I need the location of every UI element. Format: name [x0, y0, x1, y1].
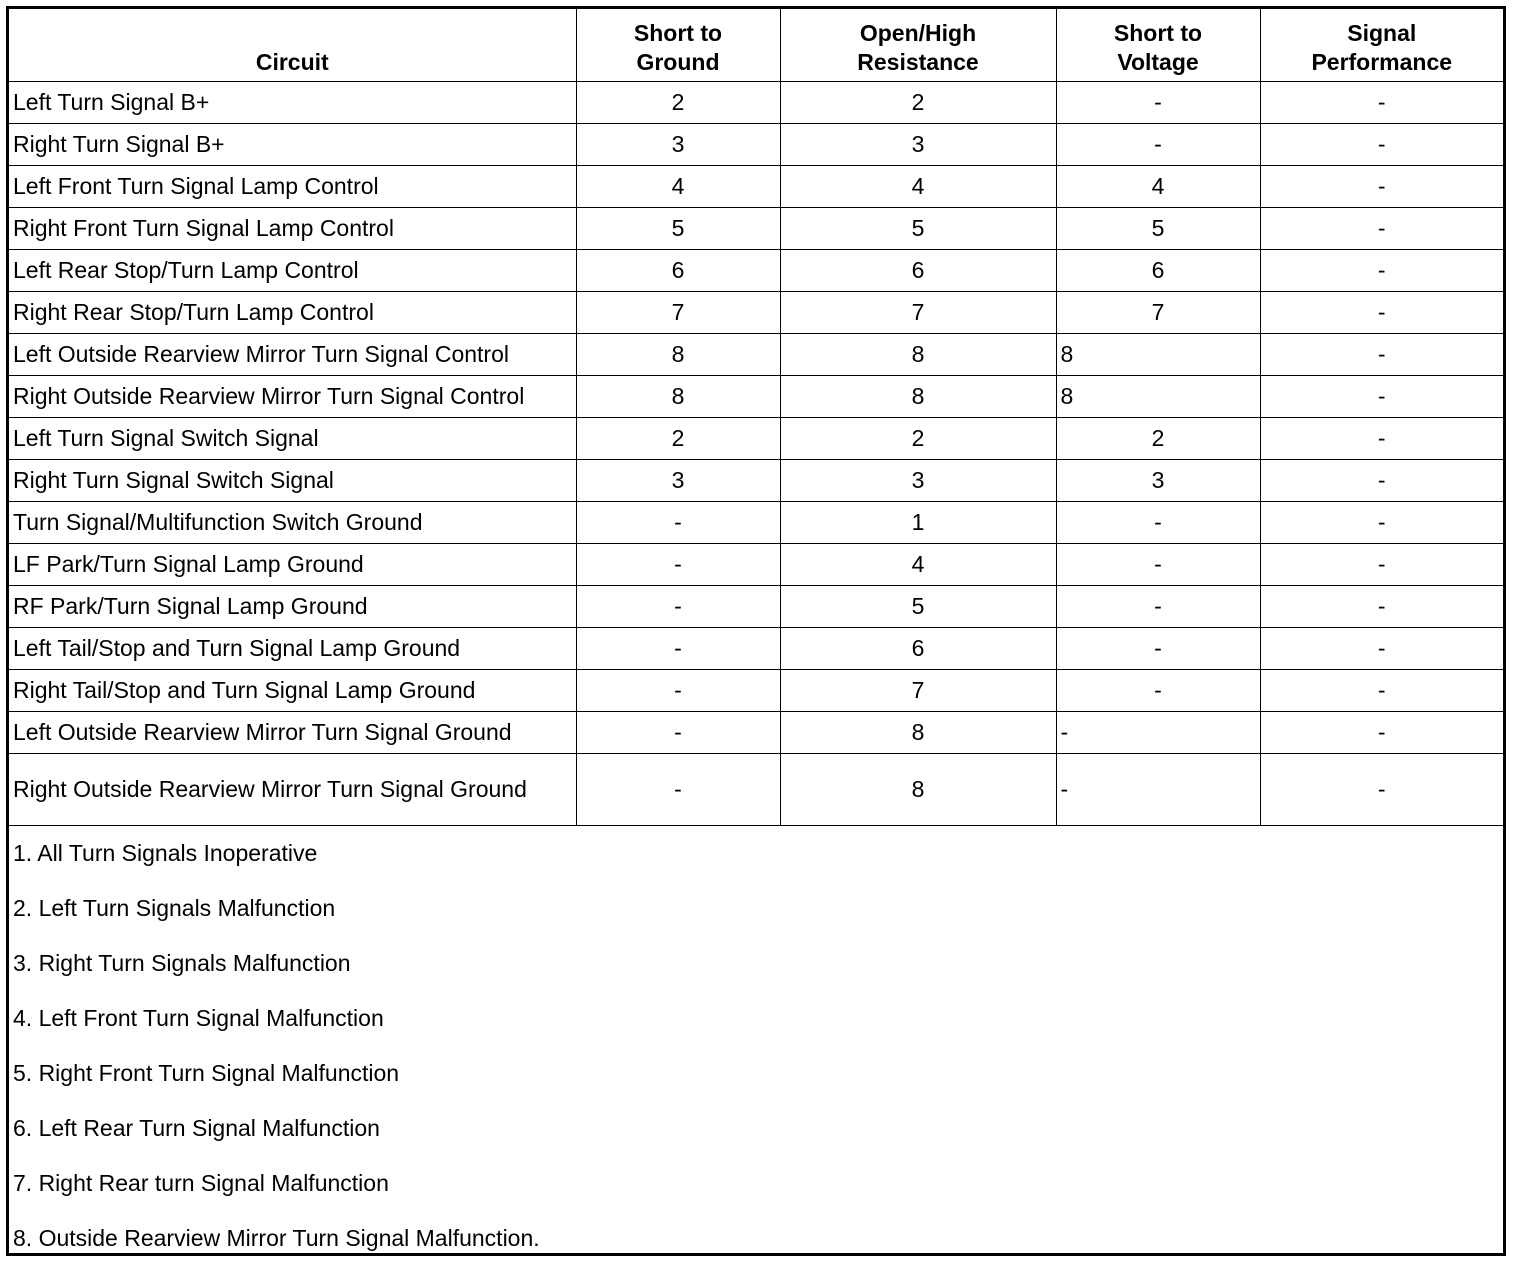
circuit-cell: Right Outside Rearview Mirror Turn Signal Ground — [9, 754, 576, 826]
circuit-cell: Right Tail/Stop and Turn Signal Lamp Ground — [9, 670, 576, 712]
short-to-voltage-cell: 3 — [1056, 460, 1260, 502]
short-to-ground-cell: - — [576, 586, 780, 628]
open-high-resistance-cell: 2 — [780, 82, 1056, 124]
short-to-ground-cell: - — [576, 502, 780, 544]
footnote-item: 2. Left Turn Signals Malfunction — [13, 895, 336, 921]
short-to-ground-cell: 2 — [576, 82, 780, 124]
open-high-resistance-cell: 2 — [780, 418, 1056, 460]
header-signal-performance — [1260, 9, 1503, 82]
short-to-ground-cell: - — [576, 628, 780, 670]
circuit-cell: Right Outside Rearview Mirror Turn Signal Control — [9, 376, 576, 418]
short-to-ground-cell: 8 — [576, 334, 780, 376]
short-to-voltage-cell: 2 — [1056, 418, 1260, 460]
symptom-table — [9, 9, 1503, 826]
signal-performance-cell: - — [1260, 250, 1503, 292]
signal-performance-cell: - — [1260, 628, 1503, 670]
table-row — [9, 376, 1503, 418]
header-short-to-voltage — [1056, 9, 1260, 82]
short-to-voltage-cell: - — [1056, 628, 1260, 670]
footnote-item: 6. Left Rear Turn Signal Malfunction — [13, 1115, 380, 1141]
signal-performance-cell: - — [1260, 460, 1503, 502]
table-row — [9, 166, 1503, 208]
short-to-ground-cell: 3 — [576, 124, 780, 166]
short-to-voltage-cell: 5 — [1056, 208, 1260, 250]
open-high-resistance-cell: 5 — [780, 586, 1056, 628]
open-high-resistance-cell: 5 — [780, 208, 1056, 250]
open-high-resistance-cell: 3 — [780, 124, 1056, 166]
header-label: Short to Ground — [633, 20, 723, 75]
signal-performance-cell: - — [1260, 292, 1503, 334]
signal-performance-cell: - — [1260, 334, 1503, 376]
table-row — [9, 628, 1503, 670]
open-high-resistance-cell: 4 — [780, 166, 1056, 208]
table-row — [9, 754, 1503, 826]
circuit-cell: Left Rear Stop/Turn Lamp Control — [9, 250, 576, 292]
circuit-cell: Right Turn Signal Switch Signal — [9, 460, 576, 502]
open-high-resistance-cell: 7 — [780, 292, 1056, 334]
diagnostic-table-frame — [6, 6, 1506, 1256]
circuit-cell: LF Park/Turn Signal Lamp Ground — [9, 544, 576, 586]
table-row — [9, 460, 1503, 502]
short-to-voltage-cell: - — [1056, 586, 1260, 628]
table-row — [9, 712, 1503, 754]
footnote-item: 3. Right Turn Signals Malfunction — [13, 950, 351, 976]
header-short-to-ground — [576, 9, 780, 82]
short-to-voltage-cell: - — [1056, 502, 1260, 544]
circuit-cell: Right Rear Stop/Turn Lamp Control — [9, 292, 576, 334]
short-to-ground-cell: 4 — [576, 166, 780, 208]
open-high-resistance-cell: 7 — [780, 670, 1056, 712]
footnote-item: 7. Right Rear turn Signal Malfunction — [13, 1170, 389, 1196]
short-to-voltage-cell: - — [1056, 124, 1260, 166]
open-high-resistance-cell: 3 — [780, 460, 1056, 502]
open-high-resistance-cell: 1 — [780, 502, 1056, 544]
signal-performance-cell: - — [1260, 586, 1503, 628]
signal-performance-cell: - — [1260, 418, 1503, 460]
signal-performance-cell: - — [1260, 166, 1503, 208]
circuit-cell: Right Front Turn Signal Lamp Control — [9, 208, 576, 250]
circuit-cell: Left Outside Rearview Mirror Turn Signal Control — [9, 334, 576, 376]
circuit-cell: Left Front Turn Signal Lamp Control — [9, 166, 576, 208]
signal-performance-cell: - — [1260, 376, 1503, 418]
table-row — [9, 334, 1503, 376]
open-high-resistance-cell: 6 — [780, 250, 1056, 292]
table-row — [9, 544, 1503, 586]
header-circuit — [9, 9, 576, 82]
header-open-high-resistance — [780, 9, 1056, 82]
short-to-ground-cell: - — [576, 670, 780, 712]
table-row — [9, 124, 1503, 166]
short-to-ground-cell: - — [576, 544, 780, 586]
short-to-ground-cell: 8 — [576, 376, 780, 418]
footnote-item: 4. Left Front Turn Signal Malfunction — [13, 1005, 384, 1031]
short-to-ground-cell: 3 — [576, 460, 780, 502]
signal-performance-cell: - — [1260, 208, 1503, 250]
short-to-voltage-cell: 7 — [1056, 292, 1260, 334]
signal-performance-cell: - — [1260, 670, 1503, 712]
short-to-ground-cell: 7 — [576, 292, 780, 334]
table-row — [9, 292, 1503, 334]
short-to-voltage-cell: - — [1056, 712, 1260, 754]
signal-performance-cell: - — [1260, 712, 1503, 754]
table-row — [9, 586, 1503, 628]
open-high-resistance-cell: 8 — [780, 754, 1056, 826]
short-to-ground-cell: - — [576, 712, 780, 754]
short-to-voltage-cell: - — [1056, 544, 1260, 586]
footnote-item: 1. All Turn Signals Inoperative — [13, 840, 318, 866]
signal-performance-cell: - — [1260, 502, 1503, 544]
header-label: Signal Performance — [1311, 20, 1453, 75]
signal-performance-cell: - — [1260, 82, 1503, 124]
open-high-resistance-cell: 8 — [780, 334, 1056, 376]
circuit-cell: Left Tail/Stop and Turn Signal Lamp Ground — [9, 628, 576, 670]
signal-performance-cell: - — [1260, 544, 1503, 586]
table-row — [9, 82, 1503, 124]
signal-performance-cell: - — [1260, 754, 1503, 826]
open-high-resistance-cell: 6 — [780, 628, 1056, 670]
table-row — [9, 670, 1503, 712]
short-to-ground-cell: 2 — [576, 418, 780, 460]
circuit-cell: Right Turn Signal B+ — [9, 124, 576, 166]
circuit-cell: Turn Signal/Multifunction Switch Ground — [9, 502, 576, 544]
short-to-voltage-cell: - — [1056, 670, 1260, 712]
open-high-resistance-cell: 8 — [780, 712, 1056, 754]
short-to-voltage-cell: - — [1056, 754, 1260, 826]
circuit-cell: RF Park/Turn Signal Lamp Ground — [9, 586, 576, 628]
header-row — [9, 9, 1503, 82]
open-high-resistance-cell: 4 — [780, 544, 1056, 586]
footnote-item: 8. Outside Rearview Mirror Turn Signal Malfunction. — [13, 1225, 540, 1251]
table-row — [9, 502, 1503, 544]
header-label: Open/High Resistance — [857, 20, 979, 75]
header-label: Short to Voltage — [1113, 20, 1203, 75]
short-to-ground-cell: - — [576, 754, 780, 826]
short-to-voltage-cell: 8 — [1056, 376, 1260, 418]
short-to-ground-cell: 5 — [576, 208, 780, 250]
signal-performance-cell: - — [1260, 124, 1503, 166]
short-to-voltage-cell: 4 — [1056, 166, 1260, 208]
table-row — [9, 208, 1503, 250]
circuit-cell: Left Turn Signal B+ — [9, 82, 576, 124]
header-label: Circuit — [255, 49, 329, 75]
short-to-voltage-cell: - — [1056, 82, 1260, 124]
short-to-voltage-cell: 8 — [1056, 334, 1260, 376]
short-to-ground-cell: 6 — [576, 250, 780, 292]
circuit-cell: Left Turn Signal Switch Signal — [9, 418, 576, 460]
circuit-cell: Left Outside Rearview Mirror Turn Signal Ground — [9, 712, 576, 754]
table-row — [9, 250, 1503, 292]
footnote-item: 5. Right Front Turn Signal Malfunction — [13, 1060, 400, 1086]
table-row — [9, 418, 1503, 460]
short-to-voltage-cell: 6 — [1056, 250, 1260, 292]
open-high-resistance-cell: 8 — [780, 376, 1056, 418]
